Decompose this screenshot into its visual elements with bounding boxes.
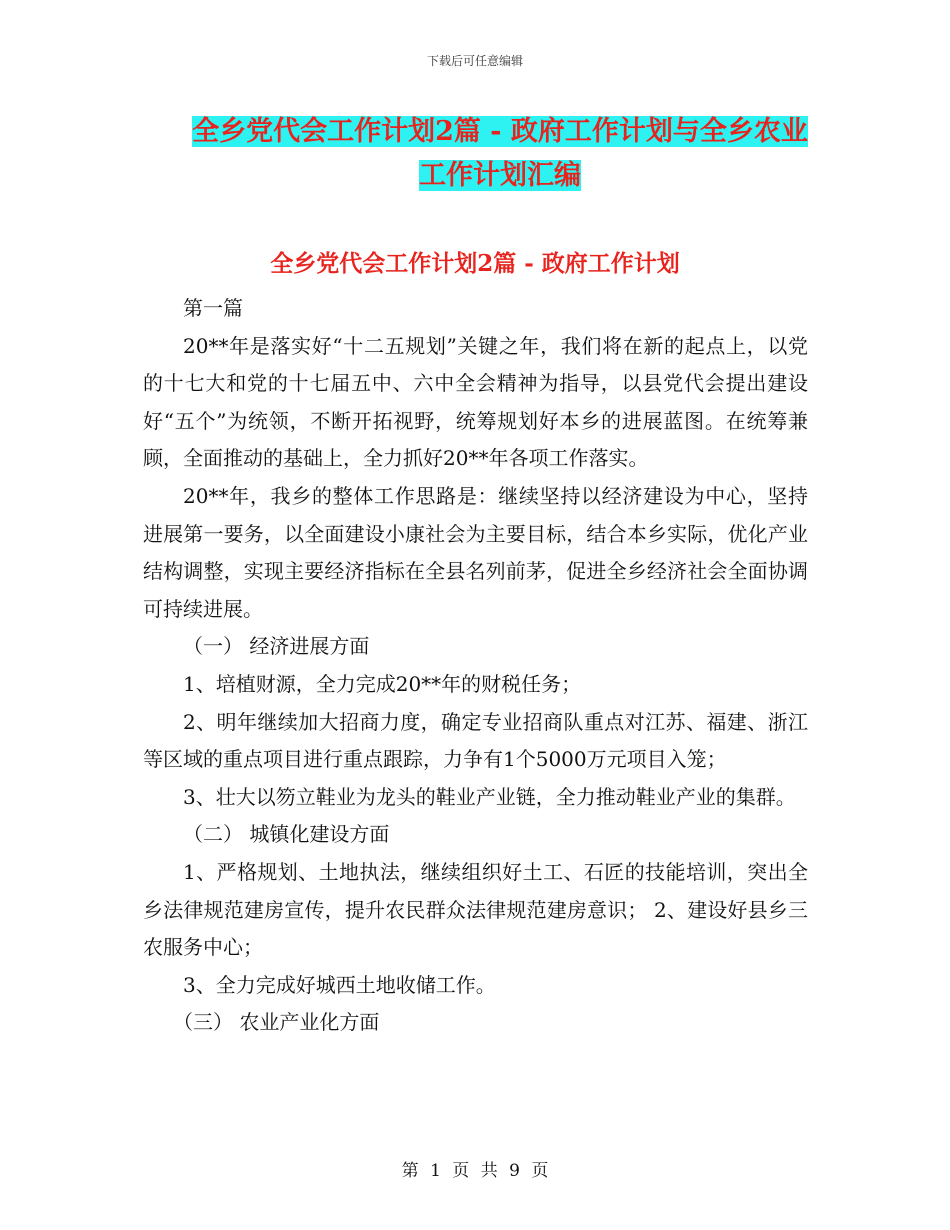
header-note: 下载后可任意编辑 (426, 54, 523, 68)
list-item: 1、培植财源，全力完成20**年的财税任务； (183, 671, 582, 696)
list-item: 1、严格规划、土地执法，继续组织好土工、石匠的技能培训，突出全乡法律规范建房宣传，提升农民群众法律规范建房意识； 2、建设好县乡三农服务中心； (143, 859, 808, 960)
document-body (143, 290, 808, 1042)
main-title-line-2: 工作计划汇编 (419, 160, 581, 191)
main-title-line-1: 全乡党代会工作计划2篇 - 政府工作计划与全乡农业 (192, 116, 808, 147)
document-main-title (140, 110, 860, 198)
page-footer: 第 1 页 共 9 页 (401, 1161, 549, 1181)
section-label: 第一篇 (183, 296, 243, 320)
paragraph: 20**年，我乡的整体工作思路是：继续坚持以经济建设为中心，坚持进展第一要务，以全面建设小康社会为主要目标，结合本乡实际，优化产业结构调整，实现主要经济指标在全县名列前茅，促进全乡经济社会全面协调可持续进展。 (143, 483, 808, 621)
subsection-heading-economy: （一） 经济进展方面 (183, 634, 370, 659)
list-item: 2、明年继续加大招商力度，确定专业招商队重点对江苏、福建、浙江等区域的重点项目进行重点跟踪，力争有1个5000万元项目入笼； (143, 709, 808, 772)
subsection-heading-urbanization: （二） 城镇化建设方面 (183, 822, 390, 847)
section-title: 全乡党代会工作计划2篇 - 政府工作计划 (270, 250, 680, 277)
list-item: 3、壮大以笏立鞋业为龙头的鞋业产业链，全力推动鞋业产业的集群。 (183, 784, 796, 809)
paragraph: 20**年是落实好“十二五规划”关键之年，我们将在新的起点上，以党的十七大和党的十七届五中、六中全会精神为指导，以县党代会提出建设好“五个”为统领，不断开拓视野，统筹规划好本乡的进展蓝图。在统筹兼顾，全面推动的基础上，全力抓好20**年各项工作落实。 (143, 333, 808, 471)
subsection-heading-agriculture: （三） 农业产业化方面 (173, 1010, 380, 1035)
list-item: 3、全力完成好城西土地收储工作。 (183, 972, 496, 997)
